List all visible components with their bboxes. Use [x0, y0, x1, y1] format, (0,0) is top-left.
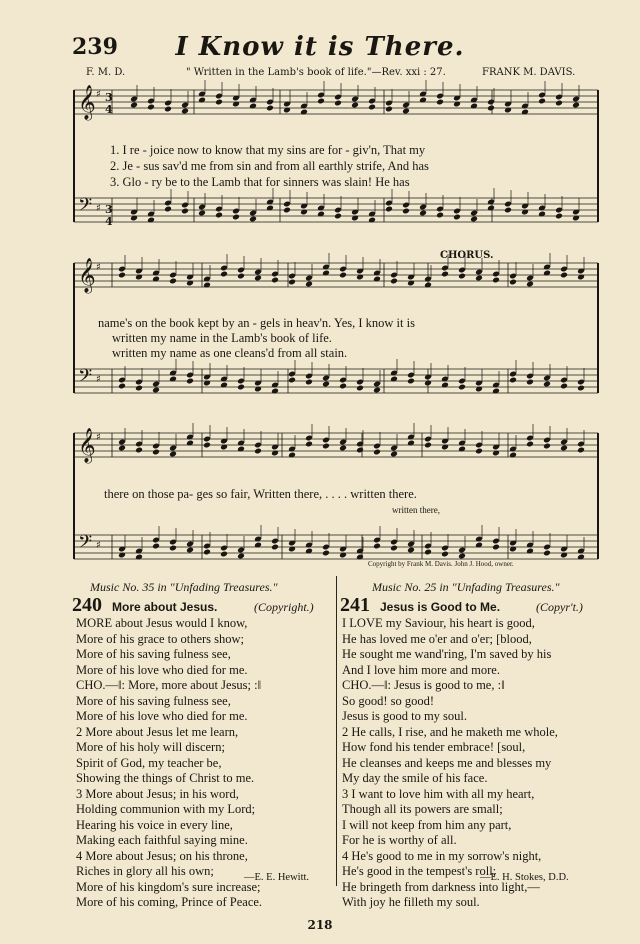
note-head: [441, 271, 449, 278]
note-head: [526, 379, 534, 386]
copyright-line: Copyright by Frank M. Davis. John J. Hood, owner.: [368, 560, 514, 568]
note-head: [181, 108, 189, 115]
note-head: [271, 544, 279, 551]
bass-clef-icon: 𝄢: [78, 532, 93, 557]
lyric-line-5: written my name in the Lamb's book of life.: [112, 331, 332, 345]
sharp-icon: ♯: [96, 374, 101, 385]
verse-line: Holding communion with my Lord;: [76, 802, 256, 816]
note-head: [543, 381, 551, 388]
note-head: [577, 447, 585, 454]
note-head: [254, 448, 262, 455]
verse-line: 2 He calls, I rise, and he maketh me whole,: [342, 724, 558, 739]
chorus-label: CHORUS.: [440, 250, 494, 261]
note-head: [356, 447, 364, 454]
hymn-number: 239: [72, 34, 118, 60]
note-head: [181, 208, 189, 215]
note-head: [152, 449, 160, 456]
note-head: [436, 99, 444, 106]
note-head: [402, 108, 410, 115]
right-verses: [342, 616, 558, 911]
note-head: [152, 543, 160, 550]
note-head: [118, 383, 126, 390]
note-head: [271, 277, 279, 284]
note-head: [470, 216, 478, 223]
note-head: [232, 214, 240, 221]
note-head: [339, 272, 347, 279]
note-head: [390, 545, 398, 552]
note-head: [390, 278, 398, 285]
verse-line: Making each faithful saying mine.: [76, 833, 248, 847]
lyric-line-2: 2. Je - sus sav'd me from sin and from all earthly strife, And has: [110, 159, 429, 173]
note-head: [475, 448, 483, 455]
note-head: [453, 214, 461, 221]
scripture-credit: " Written in the Lamb's book of life."—Rev. xxi : 27.: [186, 67, 446, 78]
verse-line: I will not keep from him any part,: [342, 817, 512, 832]
bass-lyric: written there,: [392, 505, 440, 515]
verse-line: So good! so good!: [342, 693, 435, 708]
note-head: [334, 100, 342, 107]
note-head: [135, 447, 143, 454]
note-head: [118, 445, 126, 452]
lyric-line-3: 3. Glo - ry be to the Lamb that for sinners was slain! He has: [110, 175, 410, 189]
verse-line: He sought me wand'ring, I'm saved by his: [342, 647, 552, 661]
note-head: [385, 206, 393, 213]
note-head: [220, 271, 228, 278]
note-head: [249, 216, 257, 223]
note-head: [458, 553, 466, 560]
note-head: [237, 553, 245, 560]
note-head: [407, 547, 415, 554]
verse-line: He cleanses and keeps me and blesses my: [342, 755, 552, 770]
sharp-icon: ♯: [96, 262, 101, 273]
composer-credit: FRANK M. DAVIS.: [482, 67, 576, 78]
note-head: [526, 281, 534, 288]
treble-clef-icon: 𝄞: [78, 428, 96, 463]
lyric-line-7: there on those pa- ges so fair, Written there, . . . . written there.: [104, 487, 417, 501]
note-head: [169, 451, 177, 458]
note-head: [169, 278, 177, 285]
verse-line: For he is worthy of all.: [342, 833, 457, 847]
verse-line: He's good in the tempest's roll;: [342, 864, 497, 878]
verse-line: More of his coming, Prince of Peace.: [76, 895, 263, 909]
right-source: Music No. 25 in "Unfading Treasures.": [372, 580, 560, 594]
note-head: [266, 105, 274, 112]
note-head: [560, 383, 568, 390]
note-head: [419, 210, 427, 217]
verse-line: CHO.—‖: Jesus is good to me, :‖: [342, 678, 505, 692]
note-head: [203, 549, 211, 556]
lyricist-credit: F. M. D.: [86, 67, 126, 78]
note-head: [424, 549, 432, 556]
verse-line: With joy he filleth my soul.: [342, 895, 480, 909]
verse-line: MORE about Jesus would I know,: [76, 616, 248, 630]
note-head: [322, 550, 330, 557]
verse-line: Hearing his voice in every line,: [76, 817, 233, 832]
note-head: [509, 377, 517, 384]
note-head: [492, 277, 500, 284]
verse-line: I LOVE my Saviour, his heart is good,: [342, 616, 535, 630]
note-head: [504, 207, 512, 214]
note-head: [169, 545, 177, 552]
sharp-icon: ♯: [96, 540, 101, 551]
verse-line: 4 More about Jesus; on his throne,: [76, 848, 248, 863]
left-hymn-title: More about Jesus.: [112, 600, 218, 614]
note-head: [339, 445, 347, 452]
hymn-title: I Know it is There.: [175, 32, 465, 62]
right-hymn-title: Jesus is Good to Me.: [380, 600, 501, 614]
note-head: [441, 551, 449, 558]
note-head: [305, 281, 313, 288]
note-head: [237, 273, 245, 280]
bass-clef-icon: 𝄢: [78, 195, 93, 220]
bass-clef-icon: 𝄢: [78, 366, 93, 391]
time-sig-bottom-bass: 4: [105, 215, 113, 228]
note-head: [458, 273, 466, 280]
note-head: [577, 385, 585, 392]
note-head: [543, 550, 551, 557]
note-head: [203, 442, 211, 449]
note-head: [555, 100, 563, 107]
note-head: [317, 98, 325, 105]
note-head: [436, 212, 444, 219]
note-head: [186, 378, 194, 385]
sharp-icon: ♯: [96, 89, 101, 100]
time-sig-top-bass: 3: [105, 203, 113, 216]
note-head: [322, 443, 330, 450]
note-head: [373, 543, 381, 550]
note-head: [198, 210, 206, 217]
left-verses: [76, 616, 262, 911]
verse-line: How fond his tender embrace! [soul,: [342, 740, 526, 754]
verse-line: My day the smile of his face.: [342, 771, 488, 785]
note-head: [356, 385, 364, 392]
verse-line: More of his kingdom's sure increase;: [76, 879, 261, 894]
sharp-icon: ♯: [96, 203, 101, 214]
note-head: [560, 445, 568, 452]
left-hymn-number: 240: [72, 594, 102, 616]
note-head: [118, 272, 126, 279]
note-head: [334, 213, 342, 220]
note-head: [288, 377, 296, 384]
time-sig-top: 3: [105, 91, 113, 104]
page-number: 218: [307, 918, 333, 932]
note-head: [305, 379, 313, 386]
verse-line: 4 He's good to me in my sorrow's night,: [342, 848, 542, 863]
note-head: [526, 441, 534, 448]
verse-line: Spirit of God, my teacher be,: [76, 755, 222, 770]
column-divider: [336, 576, 337, 886]
note-head: [458, 384, 466, 391]
verse-line: 3 More about Jesus; in his word,: [76, 786, 239, 801]
note-head: [254, 275, 262, 282]
note-head: [305, 441, 313, 448]
note-head: [130, 102, 138, 109]
treble-clef-icon: 𝄞: [78, 258, 96, 293]
note-head: [492, 544, 500, 551]
note-head: [475, 275, 483, 282]
note-head: [368, 104, 376, 111]
note-head: [322, 381, 330, 388]
left-source: Music No. 35 in "Unfading Treasures.": [90, 580, 278, 594]
verse-line: More of his holy will discern;: [76, 740, 225, 754]
sharp-icon: ♯: [96, 432, 101, 443]
note-head: [215, 99, 223, 106]
time-sig-bottom: 4: [105, 103, 113, 116]
verse-line: CHO.—‖: More, more about Jesus; :‖: [76, 678, 262, 692]
verse-line: More of his love who died for me.: [76, 709, 248, 723]
note-head: [385, 106, 393, 113]
note-head: [288, 279, 296, 286]
verse-line: Riches in glory all his own;: [76, 864, 214, 878]
note-head: [402, 208, 410, 215]
lyric-line-4: name's on the book kept by an - gels in heav'n. Yes, I know it is: [98, 316, 415, 330]
note-head: [555, 213, 563, 220]
verse-line: 3 I want to love him with all my heart,: [342, 786, 535, 801]
note-head: [487, 105, 495, 112]
verse-line: Showing the things of Christ to me.: [76, 771, 255, 785]
note-head: [164, 206, 172, 213]
lyric-line-6: written my name as one cleans'd from all stain.: [112, 346, 348, 360]
verse-line: More of his saving fulness see,: [76, 693, 231, 708]
note-head: [351, 102, 359, 109]
note-head: [339, 383, 347, 390]
note-head: [390, 451, 398, 458]
note-head: [186, 547, 194, 554]
note-head: [560, 272, 568, 279]
verse-line: Jesus is good to my soul.: [342, 709, 468, 723]
left-author: —E. E. Hewitt.: [244, 872, 310, 883]
verse-line: He bringeth from darkness into light,—: [342, 879, 540, 894]
verse-line: More of his grace to others show;: [76, 631, 245, 646]
right-copyright: (Copyr't.): [536, 600, 583, 614]
verse-line: More of his love who died for me.: [76, 662, 248, 677]
note-head: [424, 442, 432, 449]
verse-line: Though all its powers are small;: [342, 802, 503, 816]
treble-clef-icon: 𝄞: [78, 85, 96, 120]
lyric-line-1: 1. I re - joice now to know that my sins are for - giv'n, That my: [110, 143, 426, 157]
note-head: [220, 551, 228, 558]
note-head: [407, 378, 415, 385]
note-head: [237, 384, 245, 391]
right-author: —E. H. Stokes, D.D.: [480, 872, 569, 883]
note-head: [538, 98, 546, 105]
note-head: [215, 212, 223, 219]
note-head: [572, 102, 580, 109]
note-head: [543, 443, 551, 450]
note-head: [147, 104, 155, 111]
note-head: [373, 449, 381, 456]
verse-line: He has loved me o'er and o'er; [blood,: [342, 631, 532, 646]
verse-line: 2 More about Jesus let me learn,: [76, 724, 239, 739]
note-head: [373, 387, 381, 394]
note-head: [283, 207, 291, 214]
left-copyright: (Copyright.): [254, 600, 314, 614]
note-head: [164, 106, 172, 113]
note-head: [135, 385, 143, 392]
right-hymn-number: 241: [340, 594, 370, 616]
note-head: [509, 279, 517, 286]
verse-line: And I love him more and more.: [342, 662, 500, 677]
verse-line: More of his saving fulness see,: [76, 647, 231, 661]
note-head: [152, 387, 160, 394]
